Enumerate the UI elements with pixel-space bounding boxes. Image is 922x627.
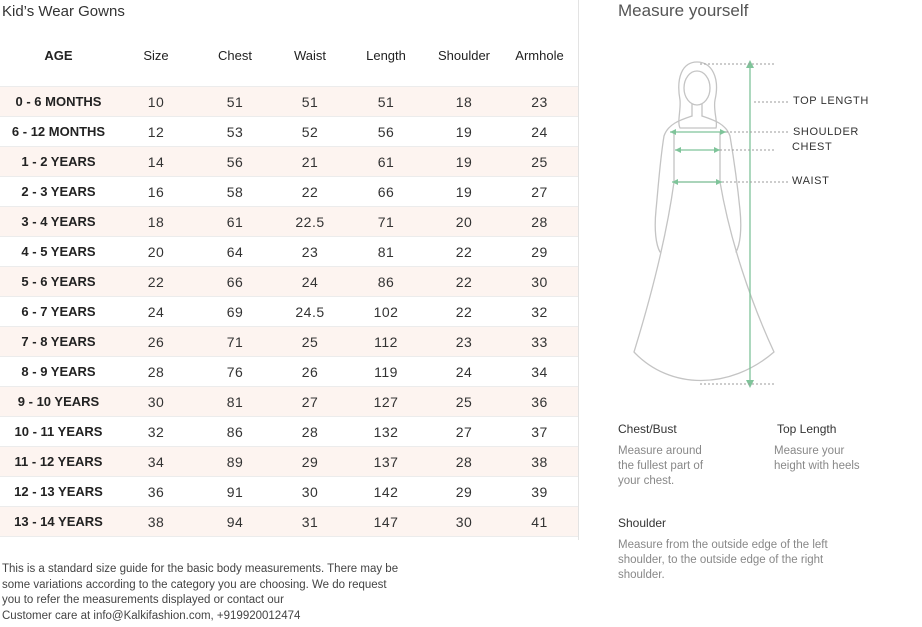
cell-shoulder: 22 [427, 297, 501, 327]
note-line-contact: Customer care at info@Kalkifashion.com, +919920012474 [2, 609, 301, 622]
cell-armhole: 28 [501, 207, 578, 237]
cell-size: 36 [117, 477, 195, 507]
cell-chest: 76 [195, 357, 275, 387]
table-row [0, 87, 578, 117]
cell-shoulder: 30 [427, 507, 501, 537]
column-header-length: Length [366, 47, 406, 63]
label-chest: CHEST [792, 141, 833, 153]
cell-waist: 52 [275, 117, 345, 147]
cell-armhole: 25 [501, 147, 578, 177]
cell-shoulder: 18 [427, 87, 501, 117]
cell-size: 26 [117, 327, 195, 357]
cell-shoulder: 23 [427, 327, 501, 357]
cell-size: 24 [117, 297, 195, 327]
cell-chest: 58 [195, 177, 275, 207]
cell-age: 7 - 8 YEARS [0, 327, 117, 357]
cell-length: 81 [345, 237, 427, 267]
cell-waist: 29 [275, 447, 345, 477]
info-chest-desc-line: your chest. [618, 475, 675, 487]
cell-shoulder: 19 [427, 117, 501, 147]
table-title: Kid’s Wear Gowns [2, 3, 125, 20]
info-shoulder-desc [618, 538, 908, 583]
cell-age: 3 - 4 YEARS [0, 207, 117, 237]
cell-size: 18 [117, 207, 195, 237]
column-header-size: Size [143, 47, 169, 63]
cell-armhole: 34 [501, 357, 578, 387]
cell-age: 13 - 14 YEARS [0, 507, 117, 537]
table-row [0, 327, 578, 357]
cell-chest: 56 [195, 147, 275, 177]
cell-length: 137 [345, 447, 427, 477]
info-chest-desc-line: the fullest part of [618, 460, 704, 472]
info-length-title: Top Length [777, 422, 837, 436]
gown-silhouette-illustration [600, 40, 922, 400]
cell-shoulder: 28 [427, 447, 501, 477]
info-shoulder-desc-line: shoulder, to the outside edge of the right [618, 554, 824, 566]
cell-age: 10 - 11 YEARS [0, 417, 117, 447]
cell-chest: 86 [195, 417, 275, 447]
cell-size: 34 [117, 447, 195, 477]
cell-chest: 91 [195, 477, 275, 507]
cell-age: 2 - 3 YEARS [0, 177, 117, 207]
cell-age: 6 - 12 MONTHS [0, 117, 117, 147]
cell-armhole: 38 [501, 447, 578, 477]
cell-size: 38 [117, 507, 195, 537]
cell-chest: 89 [195, 447, 275, 477]
info-shoulder-desc-line: Measure from the outside edge of the left [618, 539, 828, 551]
size-table [0, 40, 578, 537]
cell-size: 22 [117, 267, 195, 297]
cell-age: 6 - 7 YEARS [0, 297, 117, 327]
cell-length: 142 [345, 477, 427, 507]
cell-length: 61 [345, 147, 427, 177]
cell-chest: 53 [195, 117, 275, 147]
column-header-shoulder: Shoulder [437, 47, 491, 63]
info-chest-desc [618, 444, 758, 489]
cell-waist: 27 [275, 387, 345, 417]
cell-armhole: 24 [501, 117, 578, 147]
cell-size: 28 [117, 357, 195, 387]
size-guide-note [2, 562, 422, 624]
cell-waist: 23 [275, 237, 345, 267]
cell-length: 86 [345, 267, 427, 297]
column-header-chest: Chest [218, 47, 252, 63]
cell-armhole: 29 [501, 237, 578, 267]
measure-panel [600, 0, 922, 627]
table-row [0, 447, 578, 477]
cell-length: 112 [345, 327, 427, 357]
cell-shoulder: 19 [427, 147, 501, 177]
cell-chest: 66 [195, 267, 275, 297]
cell-age: 9 - 10 YEARS [0, 387, 117, 417]
note-line: This is a standard size guide for the basic body measurements. There may be [2, 563, 399, 575]
cell-armhole: 36 [501, 387, 578, 417]
skirt-outline [634, 182, 774, 381]
cell-waist: 51 [275, 87, 345, 117]
cell-length: 56 [345, 117, 427, 147]
table-row [0, 207, 578, 237]
info-shoulder-desc-line: shoulder. [618, 569, 665, 581]
cell-age: 0 - 6 MONTHS [0, 87, 117, 117]
cell-length: 66 [345, 177, 427, 207]
cell-size: 12 [117, 117, 195, 147]
cell-waist: 21 [275, 147, 345, 177]
info-chest [618, 422, 758, 489]
cell-armhole: 23 [501, 87, 578, 117]
table-row [0, 117, 578, 147]
panel-divider [578, 0, 579, 540]
column-header-age: AGE [44, 47, 73, 63]
table-row [0, 357, 578, 387]
cell-age: 5 - 6 YEARS [0, 267, 117, 297]
cell-armhole: 39 [501, 477, 578, 507]
measurement-figure [600, 40, 922, 400]
cell-shoulder: 25 [427, 387, 501, 417]
column-header-armhole: Armhole [515, 47, 564, 63]
cell-armhole: 41 [501, 507, 578, 537]
note-line: some variations according to the category you are choosing. We do request [2, 578, 387, 591]
cell-length: 51 [345, 87, 427, 117]
cell-shoulder: 27 [427, 417, 501, 447]
column-header-waist: Waist [293, 47, 327, 63]
cell-shoulder: 20 [427, 207, 501, 237]
cell-armhole: 37 [501, 417, 578, 447]
cell-length: 127 [345, 387, 427, 417]
cell-length: 119 [345, 357, 427, 387]
info-length-desc-line: Measure your [774, 445, 845, 457]
cell-age: 1 - 2 YEARS [0, 147, 117, 177]
info-length-desc-line: height with heels [774, 460, 860, 472]
cell-chest: 81 [195, 387, 275, 417]
cell-waist: 31 [275, 507, 345, 537]
info-shoulder-title: Shoulder [618, 516, 667, 530]
table-row [0, 237, 578, 267]
cell-waist: 28 [275, 417, 345, 447]
label-shoulder: SHOULDER [793, 126, 859, 138]
table-row [0, 417, 578, 447]
cell-size: 14 [117, 147, 195, 177]
table-row [0, 387, 578, 417]
table-row [0, 147, 578, 177]
cell-waist: 24.5 [275, 297, 345, 327]
note-line: you to refer the measurements displayed or contact our [2, 594, 284, 606]
info-top-length [774, 422, 914, 474]
cell-shoulder: 19 [427, 177, 501, 207]
cell-chest: 64 [195, 237, 275, 267]
bodice-outline [674, 132, 720, 182]
cell-waist: 22 [275, 177, 345, 207]
cell-length: 102 [345, 297, 427, 327]
table-body [0, 87, 578, 537]
label-top-length: TOP LENGTH [793, 95, 869, 107]
cell-waist: 24 [275, 267, 345, 297]
cell-armhole: 32 [501, 297, 578, 327]
cell-shoulder: 22 [427, 267, 501, 297]
measure-title: Measure yourself [618, 1, 749, 20]
cell-chest: 51 [195, 87, 275, 117]
head-outline [684, 71, 710, 105]
info-chest-title: Chest/Bust [618, 422, 677, 436]
cell-size: 30 [117, 387, 195, 417]
table-row [0, 477, 578, 507]
cell-waist: 30 [275, 477, 345, 507]
cell-chest: 94 [195, 507, 275, 537]
cell-length: 132 [345, 417, 427, 447]
table-row [0, 507, 578, 537]
cell-size: 20 [117, 237, 195, 267]
cell-armhole: 27 [501, 177, 578, 207]
table-header-row [0, 40, 578, 87]
cell-size: 32 [117, 417, 195, 447]
cell-chest: 69 [195, 297, 275, 327]
cell-waist: 22.5 [275, 207, 345, 237]
cell-armhole: 30 [501, 267, 578, 297]
cell-length: 71 [345, 207, 427, 237]
cell-size: 16 [117, 177, 195, 207]
info-shoulder [618, 516, 908, 583]
arms-outline [655, 116, 741, 252]
table-row [0, 267, 578, 297]
table-row [0, 177, 578, 207]
cell-shoulder: 24 [427, 357, 501, 387]
cell-chest: 61 [195, 207, 275, 237]
cell-length: 147 [345, 507, 427, 537]
cell-age: 12 - 13 YEARS [0, 477, 117, 507]
cell-age: 4 - 5 YEARS [0, 237, 117, 267]
cell-shoulder: 29 [427, 477, 501, 507]
info-chest-desc-line: Measure around [618, 445, 702, 457]
cell-waist: 25 [275, 327, 345, 357]
cell-age: 8 - 9 YEARS [0, 357, 117, 387]
cell-age: 11 - 12 YEARS [0, 447, 117, 477]
table-row [0, 297, 578, 327]
cell-shoulder: 22 [427, 237, 501, 267]
info-length-desc [774, 444, 914, 474]
label-waist: WAIST [792, 175, 830, 187]
cell-waist: 26 [275, 357, 345, 387]
cell-chest: 71 [195, 327, 275, 357]
cell-size: 10 [117, 87, 195, 117]
cell-armhole: 33 [501, 327, 578, 357]
